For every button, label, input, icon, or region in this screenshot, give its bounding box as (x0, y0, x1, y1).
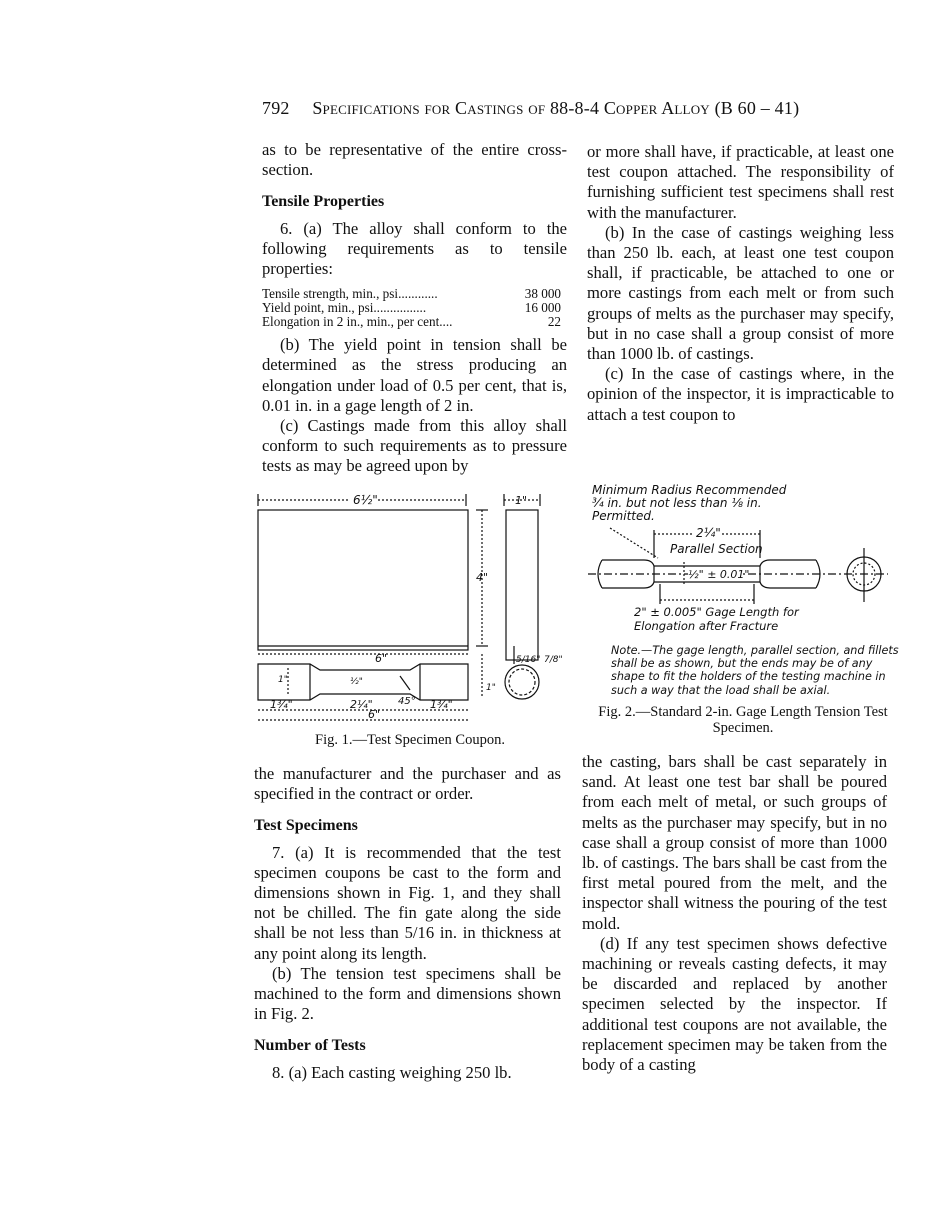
paragraph-8d: (d) If any test specimen shows defective machining or reveals casting defects, it may be discarded and replaced by another specimen selected by the inspector. If additional test coupons are not available, the replacement specimen may be taken from the body of a casting (582, 933, 887, 1075)
coupon-bar (258, 664, 468, 700)
paragraph-continuation: the casting, bars shall be cast separately in sand. At least one test bar shall be poured from each melt of metal, or such groups of melts as the purchaser may specify, but in no case shall a group consist of more than 1000 lb. of castings. The bars shall be cast from the first metal poured from the melt, and the inspector shall witness the pouring of the test mold. (582, 752, 887, 933)
table-cell-value: 22 (547, 314, 561, 330)
figure-2-tension-specimen (588, 522, 898, 634)
label-side-width: 1" (515, 494, 528, 507)
figure-1-caption: Fig. 1.—Test Specimen Coupon. (315, 732, 505, 748)
heading-tensile-properties: Tensile Properties (262, 193, 385, 211)
label-small-b: ½" (350, 677, 363, 687)
radius-note-line: Minimum Radius Recommended (592, 483, 787, 497)
paragraph-continuation: as to be representative of the entire cross-section. (262, 140, 567, 180)
paragraph-7b: (b) The tension test specimens shall be machined to the form and dimensions shown in Fig. 2. (254, 963, 561, 1024)
right-column-upper (587, 142, 894, 425)
paragraph-8c: (c) In the case of castings where, in the opinion of the inspector, it is impracticable to attach a test coupon to (587, 364, 894, 424)
label-end-left: 1¾" (270, 698, 293, 711)
table-cell-label: Yield point, min., psi................ (262, 300, 427, 316)
label-parallel-length: 2¼" (696, 526, 721, 540)
label-height: 4" (476, 571, 489, 584)
table-cell-value: 16 000 (524, 300, 561, 316)
label-parallel-section: Parallel Section (670, 542, 763, 556)
label-small-a: 1" (278, 675, 288, 685)
paragraph-6c: (c) Castings made from this alloy shall conform to such requirements as to pressure tests as may be agreed upon by (262, 416, 567, 476)
page-title: Specifications for Castings of 88-8-4 Copper Alloy (B 60 – 41) (312, 98, 800, 118)
paragraph-7a: 7. (a) It is recommended that the test specimen coupons be cast to the form and dimensions shown in Fig. 1, and they shall not be chilled. The fin gate along the side shall be not less than 5/16 in. in thickness at any point along its length. (254, 842, 561, 963)
table-row (262, 287, 567, 301)
coupon-side-view (506, 510, 538, 660)
label-gage-elongation: Elongation after Fracture (634, 619, 779, 633)
page-number: 792 (262, 98, 290, 118)
label-bottom-total: 6" (368, 708, 381, 721)
label-middle: 2¼" (350, 698, 373, 711)
label-angle: 45° (398, 696, 416, 707)
figure-2-radius-note (592, 484, 786, 523)
left-column-lower (254, 764, 561, 1083)
leader-line (610, 528, 658, 558)
right-column-lower (582, 752, 887, 1075)
specimen-outline (602, 582, 816, 588)
figure-2-note: Note.—The gage length, parallel section, and fillets shall be as shown, but the ends may be of any shape to fit the holders of the testing machine in such a way that the load shall be axial. (611, 644, 899, 697)
label-bar-length: 6" (375, 652, 388, 665)
figure-1-coupon-drawing (250, 486, 570, 726)
table-row (262, 315, 567, 329)
label-side-small: 1" (486, 683, 496, 693)
label-diameter: ½" ± 0.01" (688, 568, 750, 581)
radius-note-line: ¾ in. but not less than ⅛ in. (592, 496, 762, 510)
label-dia: 7/8" (544, 655, 563, 665)
table-cell-label: Tensile strength, min., psi............ (262, 286, 438, 302)
bar-cross-section-inner (509, 669, 535, 695)
paragraph-continuation: the manufacturer and the purchaser and as specified in the contract or order. (254, 764, 561, 804)
tensile-properties-table (262, 287, 567, 329)
label-overall-width: 6½" (353, 493, 378, 507)
paragraph-6b: (b) The yield point in tension shall be determined as the stress producing an elongation under load of 0.5 per cent, that is, 0.01 in. in a gage length of 2 in. (262, 335, 567, 415)
table-cell-label: Elongation in 2 in., min., per cent.... (262, 314, 453, 330)
table-row (262, 301, 567, 315)
label-fin: 5/16" (516, 655, 541, 665)
running-header (262, 98, 882, 119)
left-column-upper (262, 140, 567, 477)
paragraph-8a: 8. (a) Each casting weighing 250 lb. (272, 1062, 512, 1082)
label-gage-length: 2" ± 0.005" Gage Length for (634, 605, 799, 619)
paragraph-8b: (b) In the case of castings weighing less than 250 lb. each, at least one test coupon shall, if practicable, be attached to one or more castings from each melt or from such groups of melts as the purchaser may specify, but in no case shall a group consist of more than 1000 lb. of castings. (587, 222, 894, 364)
figure-2-caption: Fig. 2.—Standard 2-in. Gage Length Tension Test Specimen. (598, 704, 888, 736)
table-cell-value: 38 000 (524, 286, 561, 302)
coupon-plate (258, 510, 468, 650)
paragraph-6a: 6. (a) The alloy shall conform to the following requirements as to tensile properties: (262, 218, 567, 279)
angle-mark (400, 676, 410, 690)
bar-cross-section (505, 665, 539, 699)
specimen-outline (602, 560, 816, 566)
label-end-right: 1¾" (430, 698, 453, 711)
heading-test-specimens: Test Specimens (254, 817, 358, 835)
paragraph-continuation: or more shall have, if practicable, at least one test coupon attached. The responsibility of furnishing sufficient test specimens shall rest with the manufacturer. (587, 142, 894, 222)
radius-note-line: Permitted. (592, 509, 655, 523)
heading-number-of-tests: Number of Tests (254, 1037, 366, 1055)
